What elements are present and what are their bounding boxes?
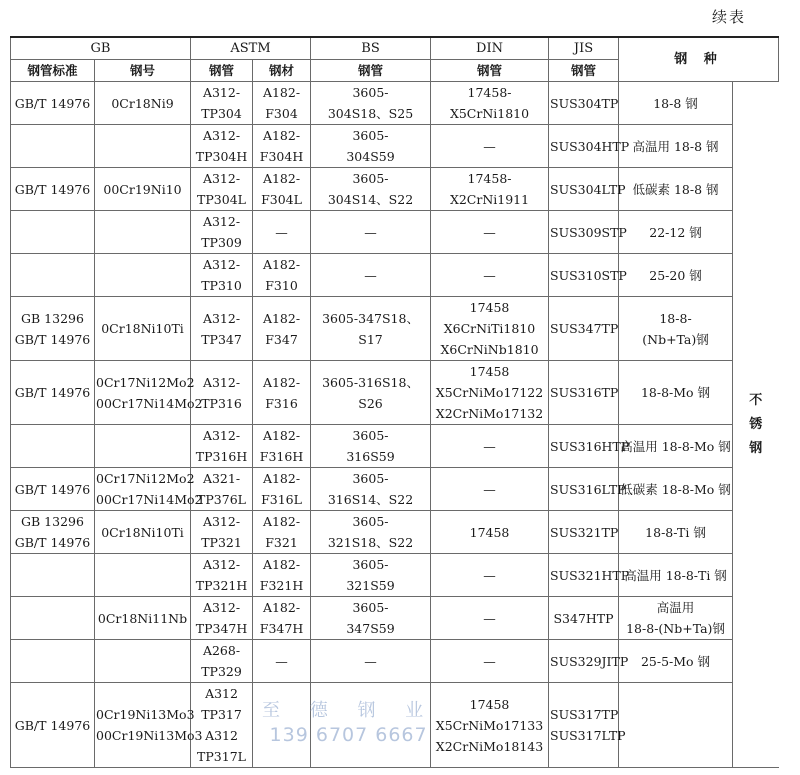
steel-grade-cell (619, 597, 733, 640)
din-pipe-cell (431, 554, 549, 597)
gb-standard-cell (11, 297, 95, 361)
cell-line: SUS310STP (550, 267, 627, 283)
header-steel-grade: 钢 种 (619, 37, 779, 82)
cell-line: 3605- (352, 85, 389, 100)
cell-line: S26 (358, 395, 383, 411)
jis-pipe-cell (549, 640, 629, 683)
cell-line: — (483, 224, 496, 240)
cell-line: 低碳素 18-8 钢 (632, 181, 719, 197)
cell-line: 17458 (469, 364, 510, 379)
astm-material-cell (253, 511, 311, 554)
cell-line: A182- (262, 557, 301, 572)
steel-grade-cell (619, 254, 733, 297)
cell-line: — (364, 267, 377, 283)
cell-line: A312- (202, 557, 241, 572)
cell-line: SUS304LTP (550, 181, 626, 197)
jis-pipe-cell (549, 125, 630, 168)
comparison-table (10, 36, 779, 768)
header-din: DIN (431, 37, 549, 60)
bs-pipe-cell (311, 361, 431, 425)
cell-line: 0Cr18Ni10Ti (101, 321, 184, 336)
astm-material-cell (253, 425, 311, 468)
category-char: 钢 (749, 440, 763, 456)
cell-line: 18-8-(Nb+Ta)钢 (626, 621, 725, 636)
cell-line: TP316H (195, 449, 248, 464)
steel-grade-cell (619, 297, 733, 361)
gb-number-cell (95, 468, 203, 511)
jis-pipe-cell (549, 468, 626, 511)
cell-line: 0Cr19Ni13Mo3 (96, 707, 195, 722)
cell-line: F310 (265, 278, 298, 293)
category-char: 不 (749, 392, 763, 408)
cell-line: SUS304TP (550, 95, 619, 111)
cell-line: A312 (205, 728, 238, 743)
cell-line: 321S18、S22 (327, 535, 414, 550)
astm-pipe-cell (191, 640, 253, 683)
table-row (11, 597, 779, 640)
jis-pipe-cell (549, 554, 630, 597)
cell-line: A312- (202, 257, 241, 272)
jis-pipe-cell (549, 82, 619, 125)
astm-pipe-cell (191, 82, 253, 125)
cell-line: — (275, 224, 288, 240)
cell-line: 18-8-Mo 钢 (640, 385, 711, 400)
cell-line: 17458- (467, 171, 512, 186)
header-gb: GB (11, 37, 191, 60)
cell-line: A182- (262, 171, 301, 186)
table-row (11, 168, 779, 211)
table-row (11, 211, 779, 254)
bs-pipe-cell (311, 683, 431, 768)
cell-line: 18-8-Ti 钢 (645, 524, 706, 540)
astm-material-cell (253, 361, 311, 425)
bs-pipe-cell (311, 82, 431, 125)
jis-pipe-cell (549, 511, 619, 554)
cell-line: X5CrNi1810 (449, 106, 530, 121)
cell-line: X6CrNiTi1810 (443, 321, 536, 336)
cell-line: 00Cr19Ni10 (103, 181, 182, 197)
header-bs-pipe: 钢管 (311, 60, 431, 82)
cell-line: 304S59 (346, 149, 395, 164)
header-din-pipe: 钢管 (431, 60, 549, 82)
steel-grade-cell (619, 554, 733, 597)
astm-pipe-cell (191, 683, 253, 768)
gb-number-cell (95, 211, 191, 254)
cell-line: F321H (259, 578, 304, 593)
cell-line: 3605- (352, 171, 389, 186)
bs-pipe-cell (311, 297, 431, 361)
header-bs: BS (311, 37, 431, 60)
cell-line: F321 (265, 535, 298, 550)
cell-line: SUS316TP (550, 385, 619, 400)
cell-line: 3605- (352, 428, 389, 443)
astm-material-cell (253, 254, 311, 297)
bs-pipe-cell (311, 425, 431, 468)
cell-line: A182- (262, 514, 301, 529)
din-pipe-cell (431, 683, 549, 768)
cell-line: 高温用 18-8-Ti 钢 (624, 567, 727, 583)
din-pipe-cell (431, 361, 549, 425)
cell-line: GB/T 14976 (14, 481, 91, 497)
cell-line: 3605- (352, 514, 389, 529)
cell-line: SUS316HTP (550, 438, 630, 454)
cell-line: 316S14、S22 (327, 492, 414, 507)
header-astm-material: 钢材 (253, 60, 311, 82)
header-jis: JIS (549, 37, 619, 60)
cell-line: TP347 (201, 331, 242, 347)
cell-line: F347H (259, 621, 304, 636)
cell-line: TP317 (201, 707, 242, 722)
table-body (11, 82, 779, 768)
cell-line: — (364, 224, 377, 240)
cell-line: 0Cr17Ni12Mo2 (96, 471, 195, 486)
cell-line: GB/T 14976 (14, 331, 91, 347)
table-row (11, 511, 779, 554)
cell-line: S347HTP (553, 610, 614, 626)
cell-line: GB/T 14976 (14, 95, 91, 111)
table-row (11, 125, 779, 168)
bs-pipe-cell (311, 125, 431, 168)
gb-number-cell (95, 297, 191, 361)
cell-line: 3605-347S18、 (322, 310, 419, 326)
cell-line: A182- (262, 428, 301, 443)
cell-line: X2CrNi1911 (449, 192, 530, 207)
cell-line: TP304L (197, 192, 246, 207)
cell-line: 00Cr19Ni13Mo3 (96, 728, 203, 743)
cell-line: A182- (262, 310, 301, 326)
cell-line: A312- (202, 171, 241, 186)
cell-line: F316L (261, 492, 302, 507)
cell-line: A268- (202, 643, 241, 658)
din-pipe-cell (431, 254, 549, 297)
jis-pipe-cell (549, 211, 627, 254)
cell-line: A182- (262, 85, 301, 100)
astm-pipe-cell (191, 125, 253, 168)
astm-material-cell (253, 640, 311, 683)
cell-line: A312 (205, 686, 238, 701)
cell-line: A182- (262, 128, 301, 143)
cell-line: F316 (265, 395, 298, 411)
cell-line: F304 (265, 106, 298, 121)
jis-pipe-cell (549, 683, 626, 768)
cell-line: — (483, 138, 496, 154)
cell-line: — (483, 653, 496, 669)
gb-standard-cell (11, 554, 95, 597)
gb-number-cell (95, 125, 191, 168)
steel-grade-cell (619, 82, 733, 125)
astm-material-cell (253, 683, 311, 768)
table-row (11, 254, 779, 297)
din-pipe-cell (431, 511, 549, 554)
cell-line: 18-8 钢 (653, 95, 698, 111)
cell-line: — (483, 610, 496, 626)
cell-line: GB/T 14976 (14, 717, 91, 733)
steel-grade-cell (619, 640, 733, 683)
cell-line: SUS321HTP (550, 567, 630, 583)
cell-line: GB 13296 (21, 514, 84, 529)
cell-line: — (483, 438, 496, 454)
astm-pipe-cell (191, 168, 253, 211)
din-pipe-cell (431, 82, 549, 125)
cell-line: X6CrNiNb1810 (440, 342, 539, 357)
gb-standard-cell (11, 468, 95, 511)
gb-standard-cell (11, 425, 95, 468)
cell-line: 25-5-Mo 钢 (640, 653, 711, 669)
table-row (11, 468, 779, 511)
cell-line: 高温用 (656, 600, 695, 615)
cell-line: SUS347TP (550, 321, 619, 336)
cell-line: 3605-316S18、 (322, 374, 419, 390)
category-stainless-steel (733, 82, 779, 768)
cell-line: X2CrNiMo18143 (435, 738, 544, 754)
astm-pipe-cell (191, 597, 253, 640)
cell-line: SUS316LTP (550, 481, 626, 497)
cell-line: 高温用 18-8 钢 (632, 138, 719, 154)
cell-line: TP347H (195, 621, 248, 636)
table-row (11, 361, 779, 425)
din-pipe-cell (431, 297, 549, 361)
astm-pipe-cell (191, 554, 253, 597)
cell-line: TP304 (201, 106, 242, 121)
cell-line: SUS317LTP (550, 728, 626, 743)
cell-line: 3605- (352, 557, 389, 572)
steel-grade-cell (619, 468, 733, 511)
cell-line: 低碳素 18-8-Mo 钢 (620, 481, 731, 497)
gb-number-cell (95, 168, 191, 211)
gb-standard-cell (11, 683, 95, 768)
jis-pipe-cell (549, 297, 619, 361)
header-astm: ASTM (191, 37, 311, 60)
cell-line: TP316 (201, 395, 242, 411)
jis-pipe-cell (549, 254, 627, 297)
cell-line: SUS321TP (550, 524, 619, 540)
cell-line: 304S18、S25 (327, 106, 414, 121)
cell-line: A312- (202, 310, 241, 326)
table-row (11, 683, 779, 768)
cell-line: F316H (259, 449, 304, 464)
astm-material-cell (253, 554, 311, 597)
bs-pipe-cell (311, 468, 431, 511)
cell-line: 316S59 (346, 449, 395, 464)
din-pipe-cell (431, 468, 549, 511)
cell-line: F304H (259, 149, 304, 164)
cell-line: TP376L (197, 492, 246, 507)
jis-pipe-cell (549, 425, 630, 468)
jis-pipe-cell (549, 361, 619, 425)
gb-number-cell (95, 82, 191, 125)
cell-line: 17458- (467, 85, 512, 100)
steel-grade-cell (619, 211, 733, 254)
cell-line: — (483, 267, 496, 283)
header-gb-number: 钢号 (95, 60, 191, 82)
cell-line: TP321H (195, 578, 248, 593)
din-pipe-cell (431, 640, 549, 683)
cell-line: TP309 (201, 235, 242, 250)
gb-number-cell (95, 554, 191, 597)
cell-line: GB 13296 (21, 310, 84, 326)
din-pipe-cell (431, 168, 549, 211)
cell-line: 347S59 (346, 621, 395, 636)
cell-line: A312- (202, 514, 241, 529)
cell-line: SUS317TP (550, 707, 619, 722)
cell-line: A312- (202, 600, 241, 615)
cell-line: A312- (202, 85, 241, 100)
header-jis-pipe: 钢管 (549, 60, 619, 82)
jis-pipe-cell (549, 597, 619, 640)
cell-line: — (483, 481, 496, 497)
table-row (11, 82, 779, 125)
cell-line: 17458 (469, 524, 510, 540)
gb-number-cell (95, 425, 191, 468)
cell-line: 00Cr17Ni14Mo2 (96, 492, 203, 507)
cell-line: 3605- (352, 471, 389, 486)
astm-material-cell (253, 211, 311, 254)
gb-number-cell (95, 640, 191, 683)
bs-pipe-cell (311, 597, 431, 640)
cell-line: 高温用 18-8-Mo 钢 (620, 438, 731, 454)
gb-number-cell (95, 361, 203, 425)
gb-standard-cell (11, 597, 95, 640)
cell-line: 304S14、S22 (327, 192, 414, 207)
gb-number-cell (95, 511, 191, 554)
astm-material-cell (253, 597, 311, 640)
gb-standard-cell (11, 168, 95, 211)
din-pipe-cell (431, 211, 549, 254)
cell-line: 0Cr17Ni12Mo2 (96, 374, 195, 390)
astm-material-cell (253, 82, 311, 125)
cell-line: TP321 (201, 535, 242, 550)
cell-line: X5CrNiMo17133 (435, 717, 544, 733)
cell-line: 0Cr18Ni10Ti (101, 524, 184, 540)
header-gb-standard: 钢管标准 (11, 60, 95, 82)
steel-grade-cell (619, 125, 733, 168)
astm-pipe-cell (191, 211, 253, 254)
cell-line: 17458 (469, 300, 510, 315)
gb-standard-cell (11, 640, 95, 683)
steel-grade-cell (619, 168, 733, 211)
watermark-phone: 139 6707 6667 (269, 724, 428, 746)
cell-line: SUS329JITP (550, 653, 629, 669)
table-row (11, 425, 779, 468)
bs-pipe-cell (311, 211, 431, 254)
astm-pipe-cell (191, 468, 253, 511)
watermark-company: 至 德 钢 业 (262, 700, 436, 721)
cell-line: GB/T 14976 (14, 385, 91, 400)
cell-line: A312- (202, 214, 241, 229)
cell-line: — (275, 653, 288, 669)
steel-grade-cell (619, 511, 733, 554)
cell-line: 0Cr18Ni9 (111, 95, 174, 111)
gb-number-cell (95, 683, 203, 768)
astm-pipe-cell (191, 361, 253, 425)
bs-pipe-cell (311, 640, 431, 683)
cell-line: F304L (261, 192, 302, 207)
cell-line: X2CrNiMo17132 (435, 406, 544, 421)
cell-line: 22-12 钢 (649, 224, 702, 240)
cell-line: 321S59 (346, 578, 395, 593)
cell-line: A321- (202, 471, 241, 486)
astm-pipe-cell (191, 297, 253, 361)
cell-line: 00Cr17Ni14Mo2 (96, 395, 203, 411)
cell-line: GB/T 14976 (14, 535, 91, 550)
table-row (11, 297, 779, 361)
cell-line: SUS309STP (550, 224, 627, 240)
category-char: 锈 (749, 416, 763, 432)
gb-number-cell (95, 597, 191, 640)
astm-material-cell (253, 125, 311, 168)
cell-line: 3605- (352, 600, 389, 615)
astm-pipe-cell (191, 511, 253, 554)
cell-line: SUS304HTP (550, 138, 630, 154)
cell-line: 0Cr18Ni11Nb (97, 610, 188, 626)
cell-line: GB/T 14976 (14, 181, 91, 197)
astm-material-cell (253, 468, 311, 511)
cell-line: (Nb+Ta)钢 (642, 331, 709, 347)
steel-grade-cell (619, 425, 733, 468)
cell-line: 18-8- (659, 310, 692, 326)
astm-material-cell (253, 168, 311, 211)
din-pipe-cell (431, 425, 549, 468)
steel-grade-cell (619, 361, 733, 425)
cell-line: TP317L (197, 749, 246, 764)
cell-line: A312- (202, 128, 241, 143)
cell-line: A312- (202, 374, 241, 390)
din-pipe-cell (431, 125, 549, 168)
gb-standard-cell (11, 511, 95, 554)
cell-line: A312- (202, 428, 241, 443)
cell-line: A182- (262, 257, 301, 272)
astm-material-cell (253, 297, 311, 361)
bs-pipe-cell (311, 168, 431, 211)
cell-line: F347 (265, 331, 298, 347)
bs-pipe-cell (311, 254, 431, 297)
cell-line: A182- (262, 600, 301, 615)
gb-standard-cell (11, 254, 95, 297)
steel-pipe-grade-table (10, 36, 778, 768)
cell-line: X5CrNiMo17122 (435, 385, 544, 400)
cell-line: TP304H (195, 149, 248, 164)
header-astm-pipe: 钢管 (191, 60, 253, 82)
steel-grade-cell (619, 683, 733, 768)
continued-table-caption: 续表 (711, 8, 746, 26)
bs-pipe-cell (311, 511, 431, 554)
cell-line: 3605- (352, 128, 389, 143)
din-pipe-cell (431, 597, 549, 640)
cell-line: TP329 (201, 664, 242, 679)
bs-pipe-cell (311, 554, 431, 597)
cell-line: A182- (262, 374, 301, 390)
cell-line: 25-20 钢 (649, 267, 702, 283)
cell-line: — (364, 653, 377, 669)
cell-line: TP310 (201, 278, 242, 293)
cell-line: S17 (358, 331, 383, 347)
cell-line: A182- (262, 471, 301, 486)
cell-line: — (483, 567, 496, 583)
gb-standard-cell (11, 82, 95, 125)
astm-pipe-cell (191, 254, 253, 297)
gb-standard-cell (11, 361, 95, 425)
cell-line: 17458 (469, 696, 510, 712)
table-row (11, 640, 779, 683)
gb-number-cell (95, 254, 191, 297)
astm-pipe-cell (191, 425, 253, 468)
gb-standard-cell (11, 211, 95, 254)
jis-pipe-cell (549, 168, 626, 211)
table-row (11, 554, 779, 597)
gb-standard-cell (11, 125, 95, 168)
